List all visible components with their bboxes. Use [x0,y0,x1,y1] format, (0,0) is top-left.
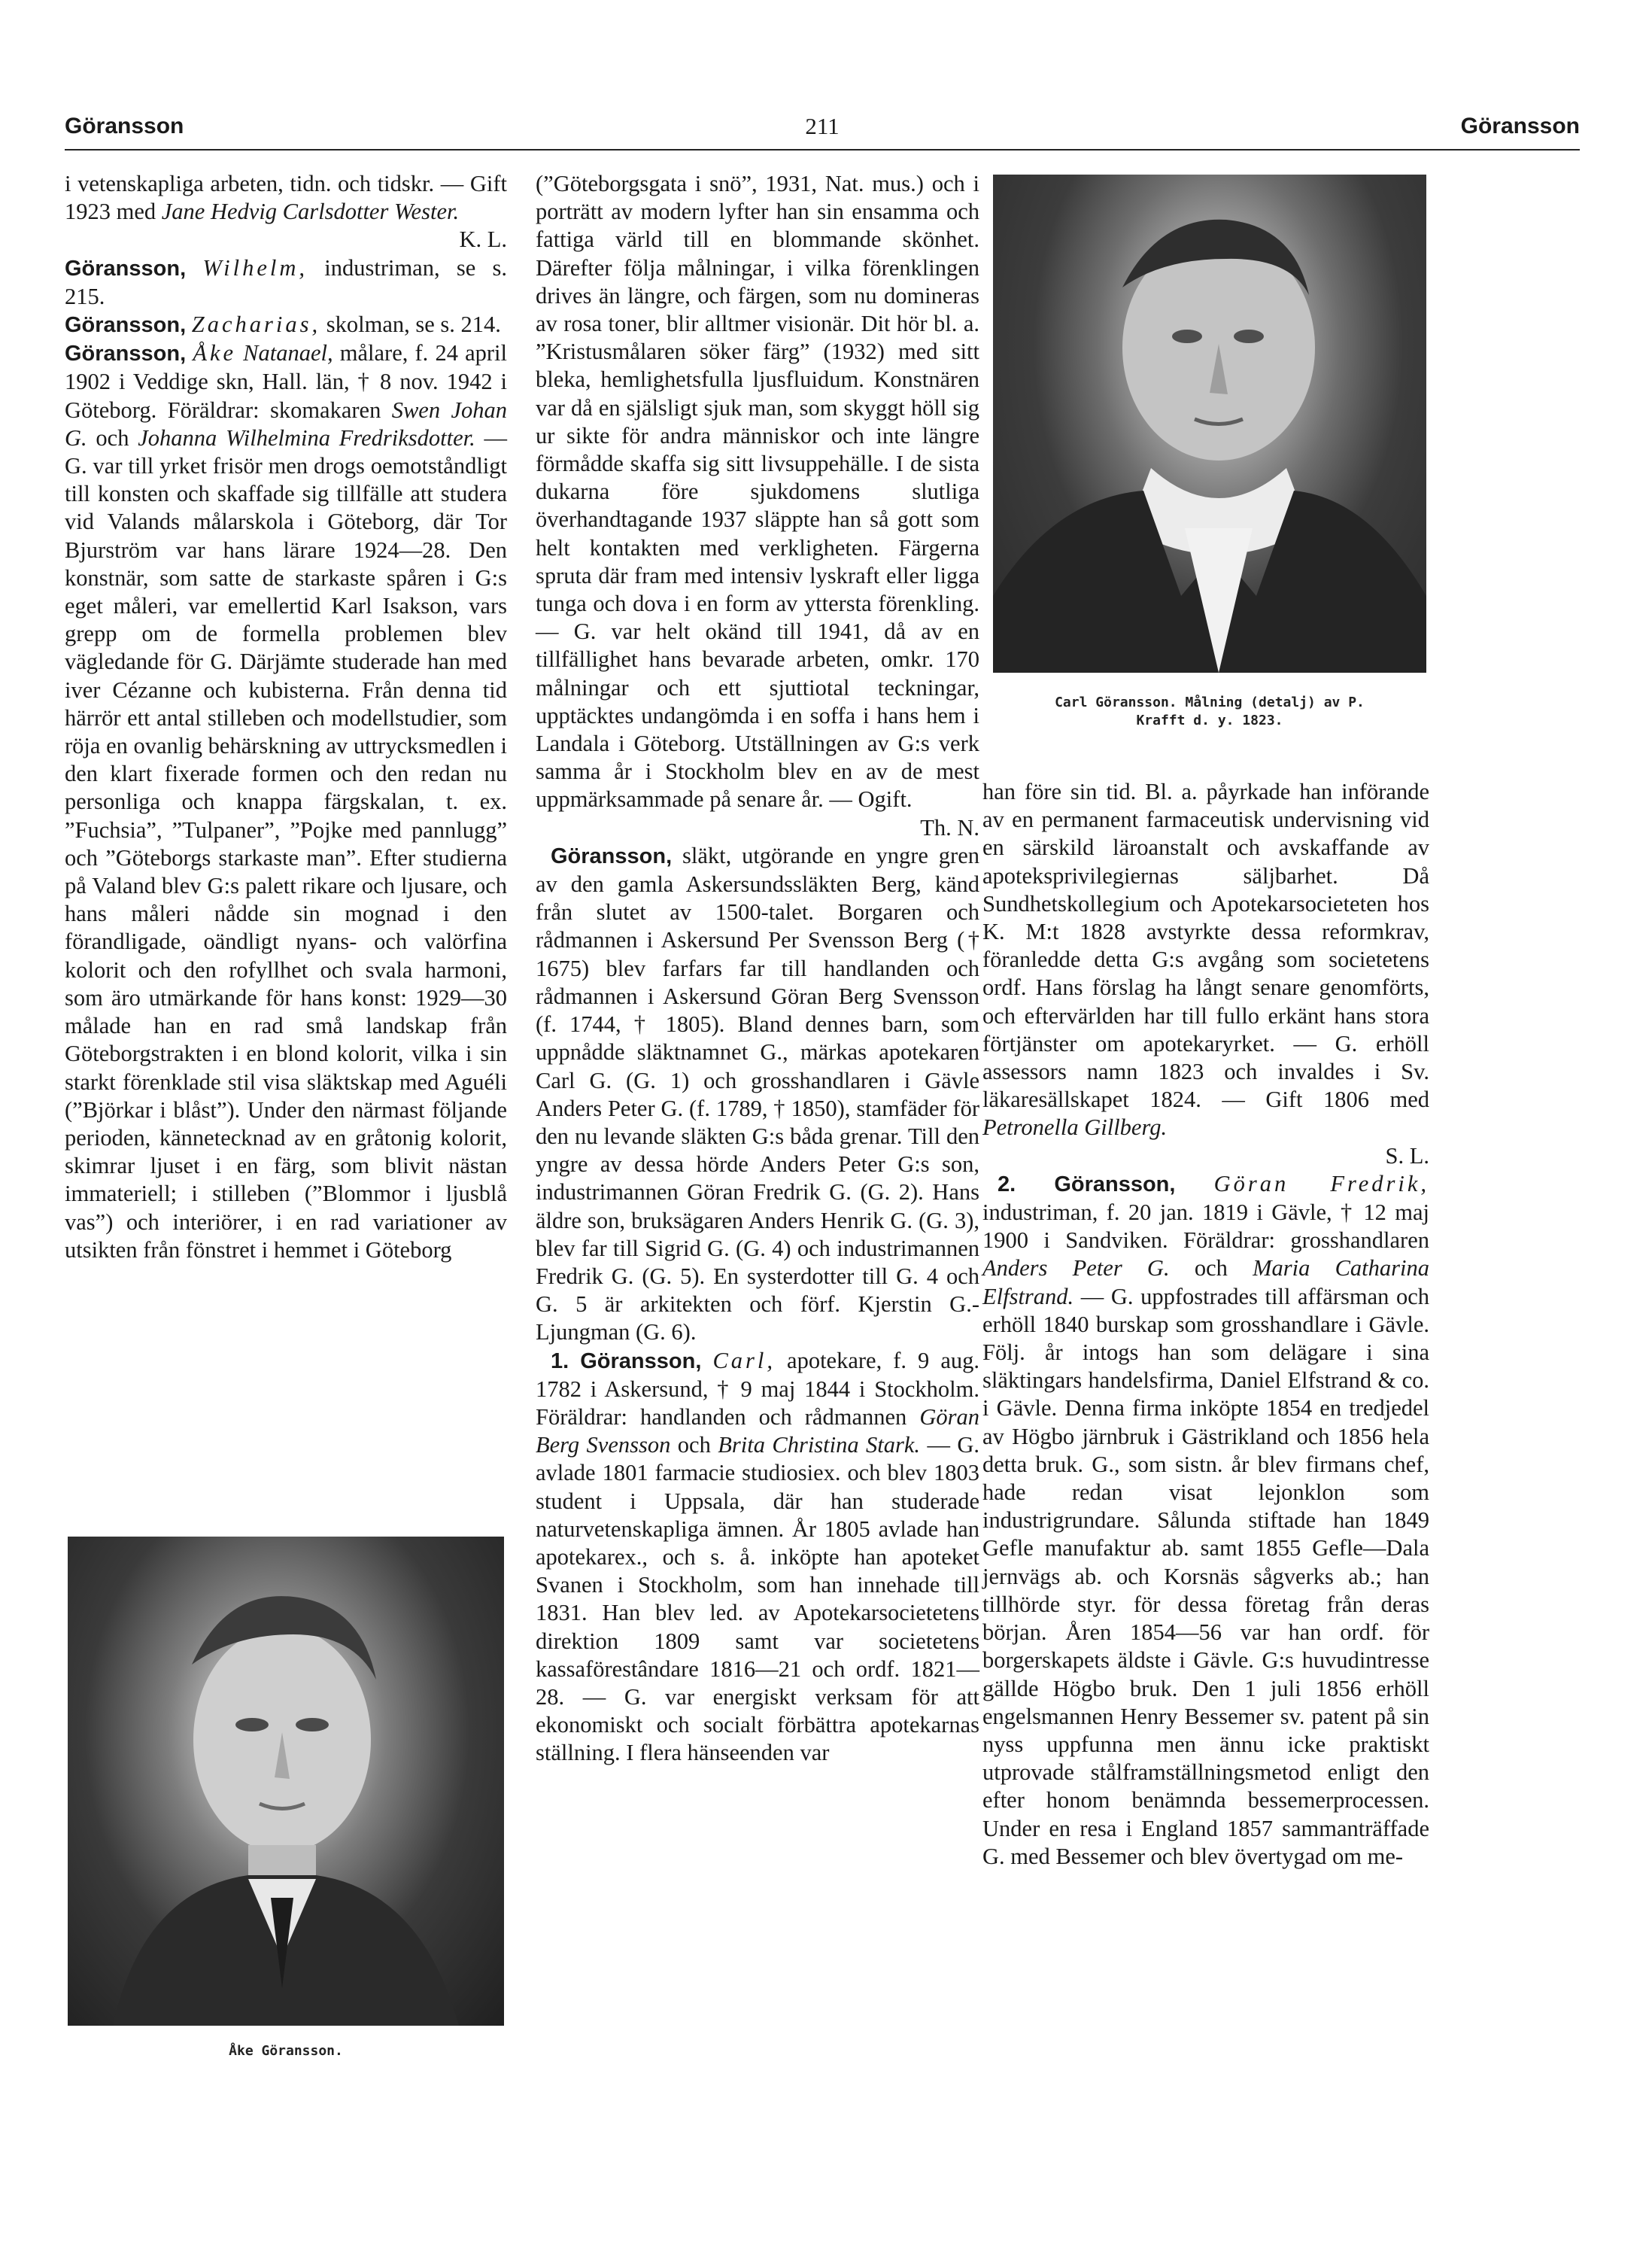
entry-zacharias: Göransson, Zacharias, skolman, se s. 214. [65,312,501,338]
entry-continuation: i vetenskapliga arbeten, tidn. och tidskr. — Gift 1923 med Jane Hedvig Carlsdotter Wester. K. L. [65,170,507,254]
running-head [65,104,1580,149]
signature: K. L. [459,226,507,253]
signature: S. L. [1385,1142,1429,1169]
entry-goran-fredrik: 2. Göransson, Göran Fredrik, industriman, f. 20 jan. 1819 i Gävle, † 12 maj 1900 i Sandviken. Föräldrar: grosshandlaren Anders Peter G. och Maria Catharina Elfstrand. — G. uppfostrades till affärsman och erhöll 1840 burskap som grosshandlare i Gävle. Följ. år intogs han som delägare i sina släktingars handelsfirma, Daniel Elfstrand & co. i Gävle. Denna firma inköpte 1854 en tredjedel av Högbo järnbruk i Gästrikland och 1856 hela detta bruk. G., som sistn. år blev firmans chef, hade redan visat lejonklon som industrigrundare. Sålunda stiftade han 1849 Gefle manufaktur ab. samt 1855 Gefle—Dala jernvägs ab. och Korsnäs sågverks ab.; han tillhörde styr. för dessa företag från deras början. Åren 1854—56 var han ordf. för borgerskapets äldste i Gävle. G:s huvudintresse gällde Högbo bruk. Den 1 juli 1856 erhöll engelsmannen Henry Bessemer sv. patent på sin nyss uppfunna men ännu icke praktiskt utprovade stålframställningsmetod enligt den efter honom benämnda bessemerprocessen. Under en resa i England 1857 sammanträffade G. med Bessemer och blev övertygad om me- [982,1170,1430,1869]
portrait-painting-carl [993,175,1426,673]
header-right: Göransson [1460,114,1580,138]
entry-goransson-family: Göransson, släkt, utgörande en yngre gren av den gamla Askersundssläkten Berg, känd från slutet av 1500-talet. Borgaren och rådmannen i Askersund Per Svensson Berg († 1675) blev farfars far till handlanden och rådmannen i Askersund Göran Berg Svensson (f. 1744, † 1805). Bland dennes barn, som uppnådde släktnamnet G., märkas apotekaren Carl G. (G. 1) och grosshandlaren i Gävle Anders Peter G. (f. 1789, † 1850), stamfäder för den nu levande släkten G:s båda grenar. Till den yngre av dessa hörde Anders Peter G:s son, industrimannen Göran Fredrik G. (G. 2). Hans äldre son, bruksägaren Anders Henrik G. (G. 3), blev far till Sigrid G. (G. 4) och industrimannen Fredrik G. (G. 5). En systerdotter till G. 4 och G. 5 är arkitekten och förf. Kjerstin G.-Ljungman (G. 6). [536,842,979,1345]
column-2 [536,170,979,1768]
column-1 [65,170,507,1264]
portrait-photo-ake [68,1537,504,2026]
header-rule [65,149,1580,150]
header-left: Göransson [65,114,184,138]
column-3 [982,778,1429,1871]
caption-carl-line-2: Krafft d. y. 1823. [1136,713,1283,728]
entry-ake: Göransson, Åke Natanael, målare, f. 24 april 1902 i Veddige skn, Hall. län, † 8 nov. 1942 i Göteborg. Föräldrar: skomakaren Swen Johan G. och Johanna Wilhelmina Fredriksdotter. — G. var till yrket frisör men drogs oemotståndligt till konsten och skaffade sig tillfälle att studera vid Valands målarskola i Göteborg, där Tor Bjurström var hans lärare 1924—28. Den konstnär, som satte de starkaste spåren i G:s eget måleri, var emellertid Karl Isakson, vars grepp om de formella problemen blev vägledande för G. Därjämte studerade han med iver Cézanne och kubisterna. Från denna tid härrör ett antal stilleben och modellstudier, som röja en ovanlig behärskning av uttrycksmedlen i den klart fixerade formen och den redan nu personliga och knappa färgskalan, t. ex. ”Fuchsia”, ”Tulpaner”, ”Pojke med pannlugg” och ”Göteborgs starkaste man”. Efter studierna på Valand blev G:s palett rikare och ljusare, och hans måleri nådde sin mognad i den förandligade, oändligt nyans- och valörfina kolorit och den rofyllhet och svala harmoni, som äro utmärkande för hans konst: 1929—30 målade han en rad små landskap från Göteborgstrakten i en blond kolorit, vilka i sin starkt förenklade stil visa släktskap med Aguéli (”Björkar i blåst”). Under den närmast följande perioden, kännetecknad av en gråtonig kolorit, skimrar ljuset i en färg, som blivit nästan immateriell; i stilleben (”Blommor i ljusblå vas”) och interiörer, i en rad variationer av utsikten från fönstret i hemmet i Göteborg [65,340,507,1263]
caption-ake: Åke Göransson. [229,2043,343,2059]
entry-wilhelm: Göransson, Wilhelm, industriman, se s. 215. [65,254,507,309]
entry-ake-continued: (”Göteborgsgata i snö”, 1931, Nat. mus.) och i porträtt av modern lyfter han sin ensamma och fattiga värld till en blommande skönhet. Därefter följa målningar, i vilka förenklingen drives än längre, och färgen, som nu domineras av rosa toner, blir alltmer visionär. Dit hör bl. a. ”Kristusmålaren söker färg” (1932) med sitt bleka, hemlighetsfulla ljusfluidum. Konstnären var då en själsligt sjuk man, som skyggt höll sig ur sikte för andra människor och inte längre förmådde skaffa sig sitt livsuppehälle. I de sista dukarna före sjukdomens slutliga överhandtagande 1937 släppte han så gott som helt kontakten med verkligheten. Färgerna spruta där fram med intensiv lyskraft eller ligga tunga och dova i en form av yttersta förenkling. — G. var helt okänd till 1941, då av en tillfällighet hans bevarade arbeten, omkr. 170 målningar och ett sjuttiotal teckningar, upptäcktes undangömda i en soffa i hans hem i Landala i Göteborg. Utställningen av G:s verk samma år i Stockholm blev en av de mest uppmärksammade på senare år. — Ogift. Th. N. [536,170,979,842]
entry-carl: 1. Göransson, Carl, apotekare, f. 9 aug. 1782 i Askersund, † 9 maj 1844 i Stockholm. Föräldrar: handlanden och rådmannen Göran Berg Svensson och Brita Christina Stark. — G. avlade 1801 farmacie studiosiex. och blev 1803 student i Uppsala, där han studerade naturvetenskapliga ämnen. År 1805 avlade han apotekarex., och s. å. inköpte han apoteket Svanen i Stockholm, som han innehade till 1831. Han blev led. av Apotekarsocietetens direktion 1809 samt var societetens kassaförestândare 1816—21 och ordf. 1821—28. — G. var energiskt verksam för att ekonomiskt och socialt förbättra apotekarnas ställning. I flera hänseenden var [536,1347,980,1766]
page-number: 211 [805,113,840,139]
entry-carl-continued: han före sin tid. Bl. a. påyrkade han införande av en permanent farmaceutisk undervisning vid en särskild läroanstalt och avskaffande av apoteksprivilegiernas säljbarhet. Då Sundhetskollegium och Apotekarsocieteten hos K. M:t 1828 avstyrkte dessa reformkrav, föranledde detta G:s avgång som societetens ordf. Hans förslag ha långt senare genomförts, och eftervärlden har till fullo erkänt hans stora förtjänster om apotekaryrket. — G. erhöll assessors namn 1823 och invaldes i Sv. läkaresällskapet 1824. — Gift 1806 med Petronella Gillberg. S. L. [982,778,1429,1170]
signature: Th. N. [920,814,979,841]
caption-carl-line-1: Carl Göransson. Målning (detalj) av P. [1055,695,1365,710]
caption-carl [993,694,1426,730]
